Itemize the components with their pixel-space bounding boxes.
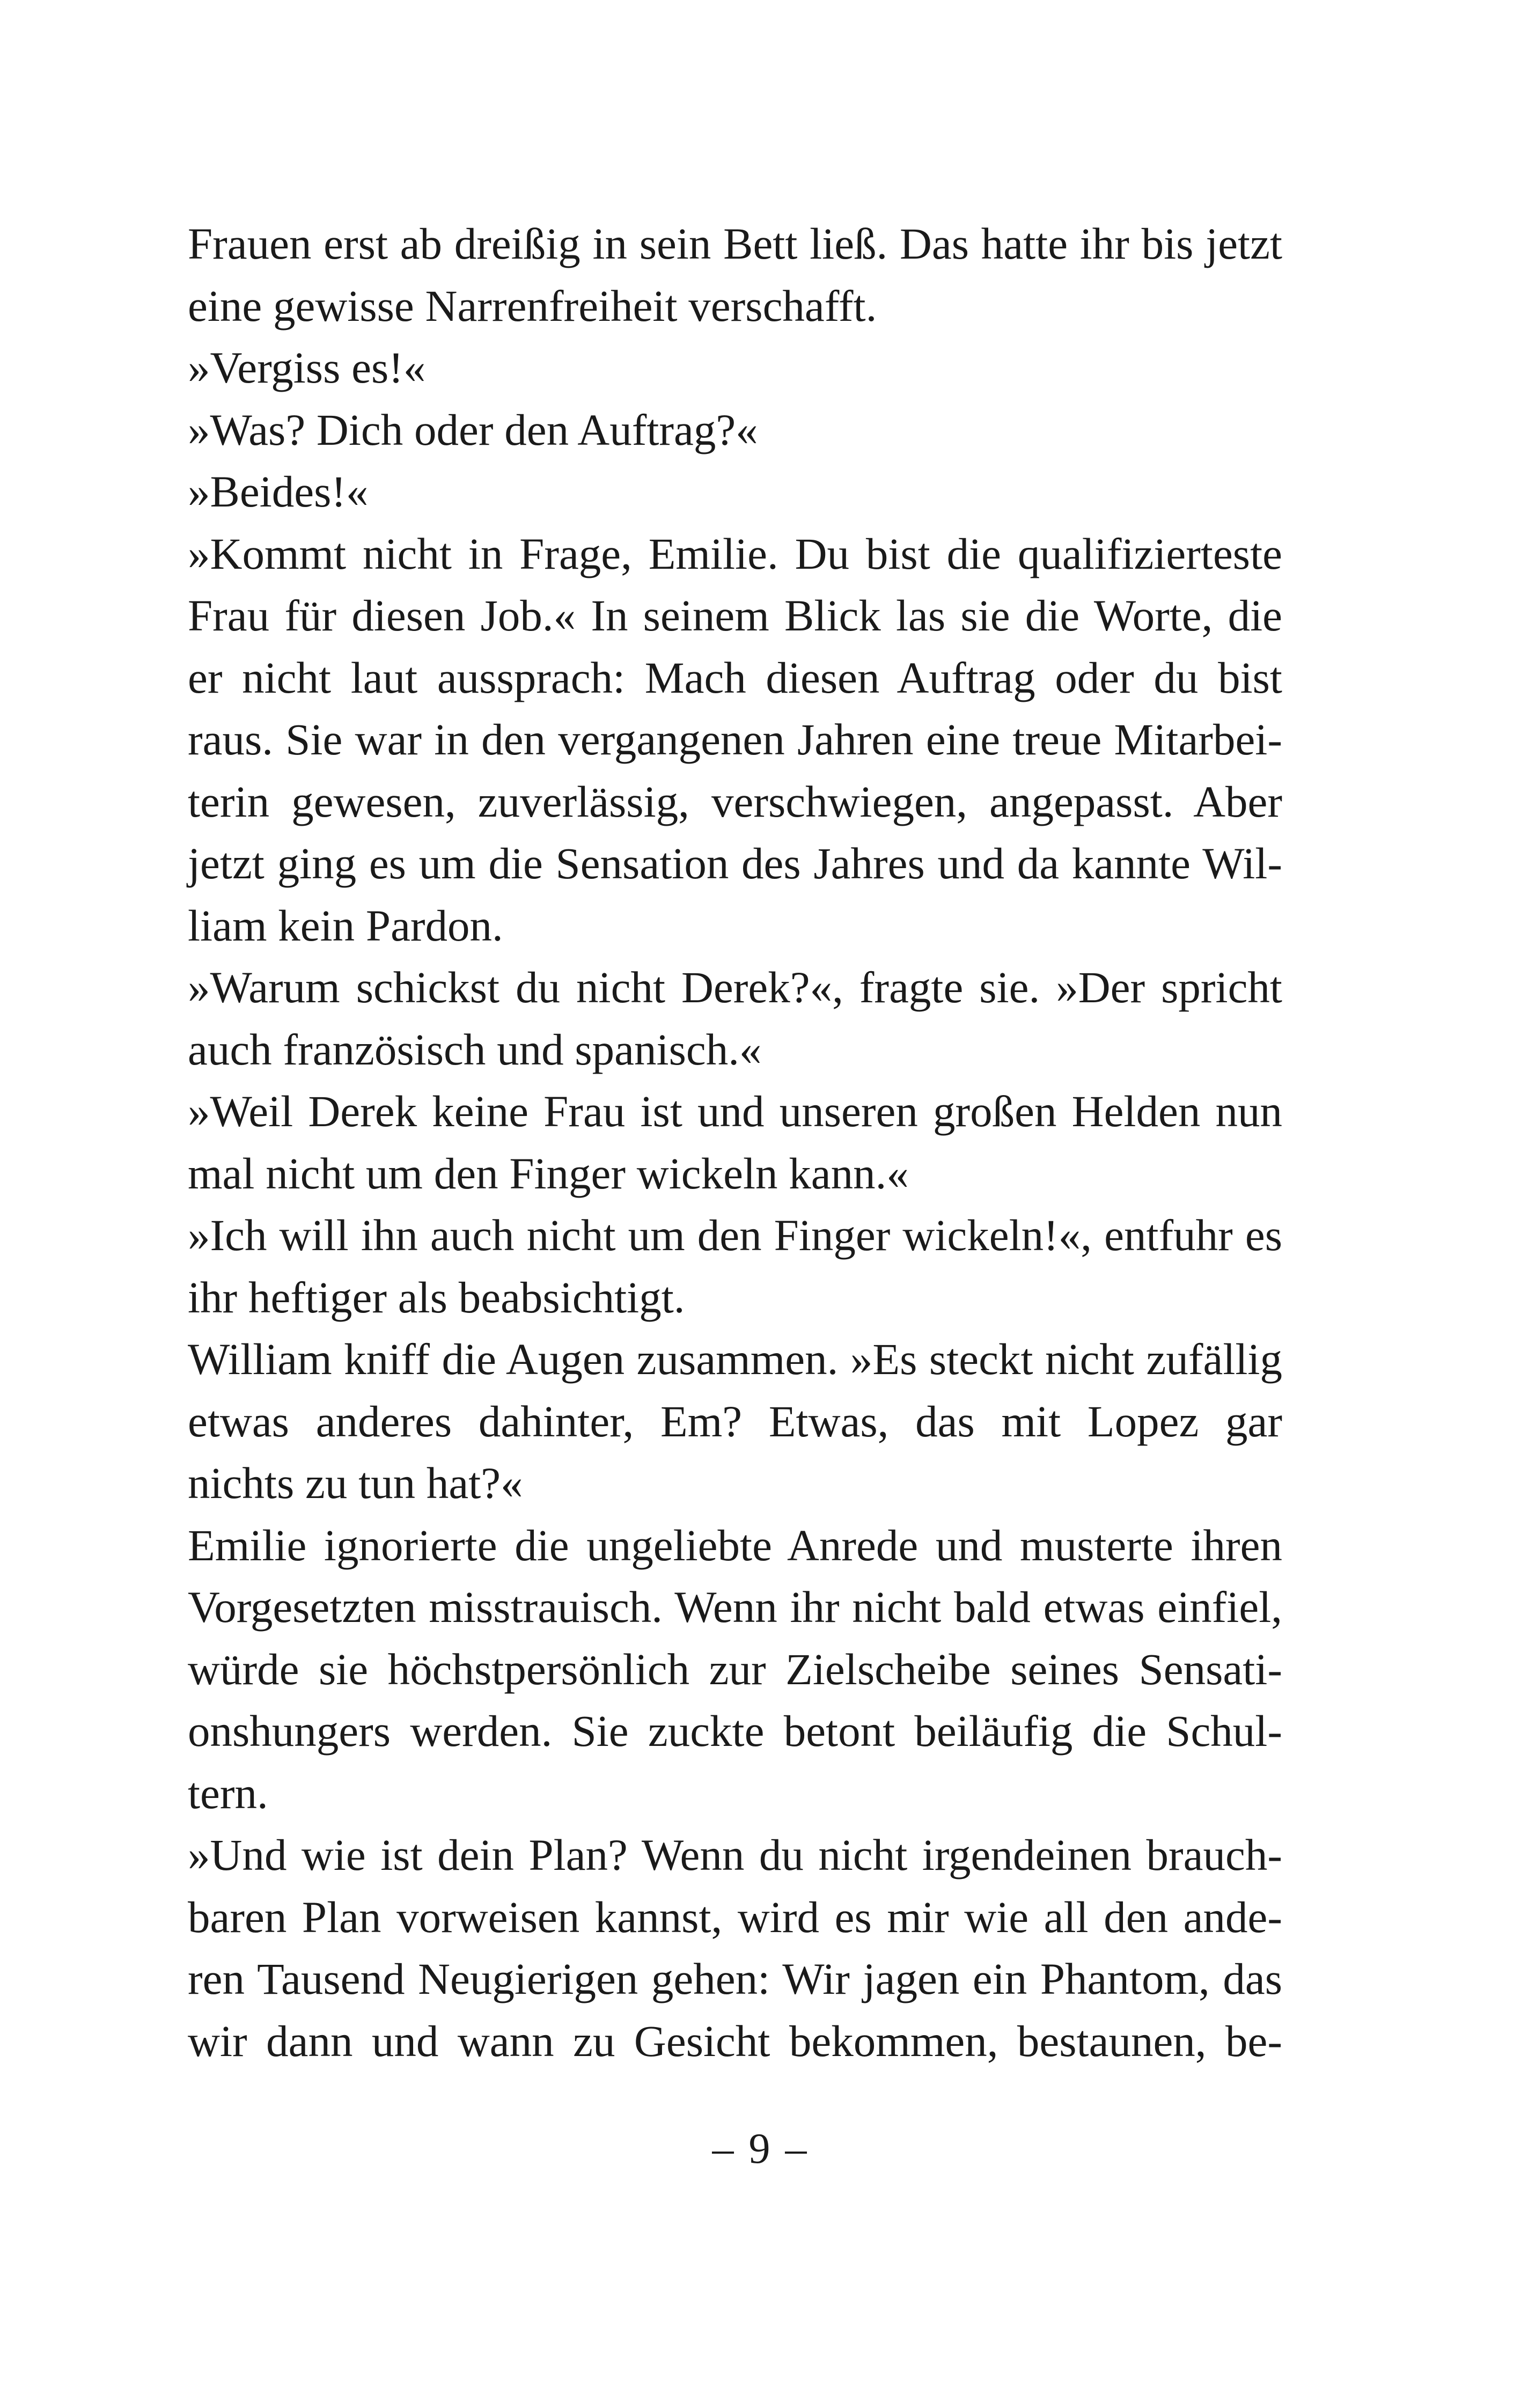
text-line: liam kein Pardon. [188, 900, 503, 950]
text-line: ihr heftiger als beabsichtigt. [188, 1272, 685, 1322]
text-line: ren Tausend Neugierigen gehen: Wir jagen ein Phantom, das [188, 1954, 1282, 2003]
text-line: baren Plan vorweisen kannst, wird es mir wie all den ande- [188, 1892, 1282, 1942]
text-line: nichts zu tun hat?« [188, 1458, 523, 1508]
text-line: »Weil Derek keine Frau ist und unseren großen Helden nun [188, 1086, 1282, 1136]
text-line: »Warum schickst du nicht Derek?«, fragte sie. »Der spricht [188, 963, 1282, 1012]
text-line: onshungers werden. Sie zuckte betont beiläufig die Schul- [188, 1706, 1282, 1756]
text-line: Frauen erst ab dreißig in sein Bett ließ. Das hatte ihr bis jetzt [188, 219, 1282, 268]
text-line: »Beides!« [188, 467, 369, 516]
text-line: etwas anderes dahinter, Em? Etwas, das mit Lopez gar [188, 1396, 1282, 1446]
text-line: raus. Sie war in den vergangenen Jahren eine treue Mitarbei- [188, 715, 1282, 764]
text-line: er nicht laut aussprach: Mach diesen Auftrag oder du bist [188, 652, 1282, 702]
text-line: jetzt ging es um die Sensation des Jahres und da kannte Wil- [188, 839, 1282, 888]
text-line: würde sie höchstpersönlich zur Zielscheibe seines Sensati- [188, 1644, 1282, 1694]
text-line: tern. [188, 1768, 268, 1818]
body-text [188, 213, 1282, 2072]
text-line: Frau für diesen Job.« In seinem Blick las sie die Worte, die [188, 591, 1282, 640]
text-line: wir dann und wann zu Gesicht bekommen, bestaunen, be- [188, 2016, 1282, 2066]
text-line: »Ich will ihn auch nicht um den Finger wickeln!«, entfuhr es [188, 1210, 1282, 1260]
text-line: »Und wie ist dein Plan? Wenn du nicht irgendeinen brauch- [188, 1830, 1282, 1880]
text-line: eine gewisse Narrenfreiheit verschafft. [188, 281, 877, 331]
text-line: William kniff die Augen zusammen. »Es steckt nicht zufällig [188, 1334, 1282, 1384]
text-line: »Kommt nicht in Frage, Emilie. Du bist die qualifizierteste [188, 528, 1282, 578]
text-line: Vorgesetzten misstrauisch. Wenn ihr nicht bald etwas einfiel, [188, 1582, 1282, 1632]
text-line: Emilie ignorierte die ungeliebte Anrede und musterte ihren [188, 1520, 1282, 1570]
page-number: – 9 – [712, 2125, 809, 2172]
text-line: »Vergiss es!« [188, 343, 426, 392]
text-line: terin gewesen, zuverlässig, verschwiegen, angepasst. Aber [188, 776, 1282, 826]
text-line: auch französisch und spanisch.« [188, 1024, 762, 1074]
text-line: mal nicht um den Finger wickeln kann.« [188, 1148, 909, 1198]
text-line: »Was? Dich oder den Auftrag?« [188, 405, 758, 454]
